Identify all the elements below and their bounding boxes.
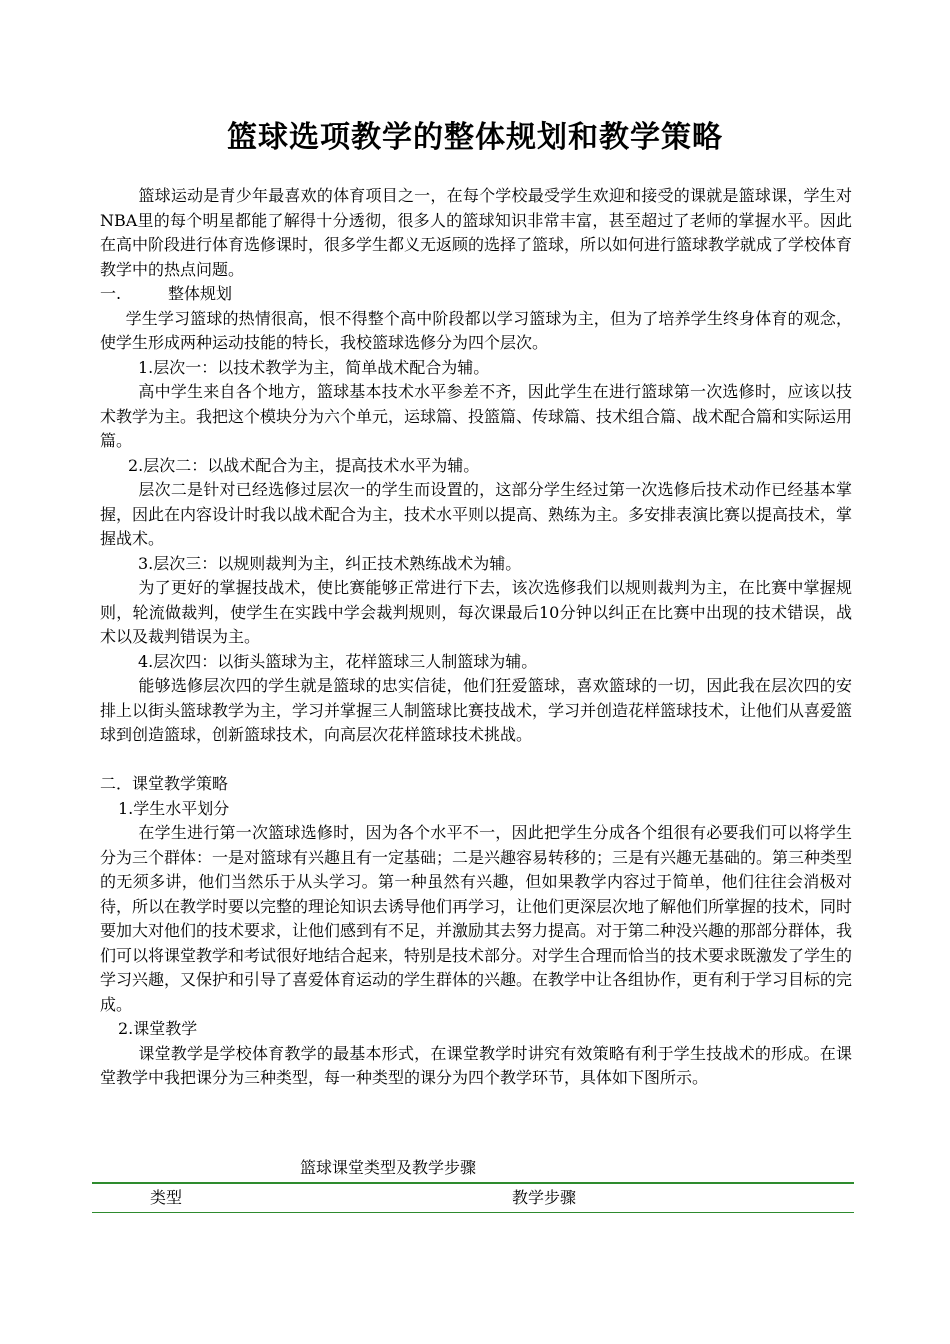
level4-heading: 4.层次四：以街头篮球为主，花样篮球三人制篮球为辅。 <box>138 651 538 671</box>
section2-paragraph-2: 课堂教学是学校体育教学的最基本形式，在课堂教学时讲究有效策略有利于学生技战术的形成。在课堂教学中我把课分为三种类型，每一种类型的课分为四个教学环节，具体如下图所示。 <box>100 1043 852 1087</box>
lesson-type-table <box>92 1182 854 1213</box>
document-title: 篮球选项教学的整体规划和教学策略 <box>227 120 723 155</box>
section1-paragraph-5: 能够选修层次四的学生就是篮球的忠实信徒，他们狂爱篮球，喜欢篮球的一切，因此我在层次四的安排上以街头篮球教学为主，学习并掌握三人制篮球比赛技战术，学习并创造花样篮球技术，让他们从喜爱篮球到创造篮球，创新篮球技术，向高层次花样篮球技术挑战。 <box>100 676 853 744</box>
section1-heading <box>100 282 852 307</box>
table-header-steps: 教学步骤 <box>512 1188 577 1207</box>
section1-paragraph-2: 高中学生来自各个地方，篮球基本技术水平参差不齐，因此学生在进行篮球第一次选修时，应该以技术教学为主。我把这个模块分为六个单元，运球篇、投篮篇、传球篇、技术组合篇、战术配合篇和实际运用篇。 <box>100 382 853 450</box>
section1-paragraph-1: 学生学习篮球的热情很高，恨不得整个高中阶段都以学习篮球为主，但为了培养学生终身体育的观念，使学生形成两种运动技能的特长，我校篮球选修分为四个层次。 <box>100 308 852 352</box>
table-header-type: 类型 <box>150 1188 183 1207</box>
section1-number: 一. <box>100 284 122 303</box>
spacer <box>100 748 852 773</box>
subsection-student-levels: 1.学生水平划分 <box>118 798 230 818</box>
level1-heading: 1.层次一：以技术教学为主，简单战术配合为辅。 <box>138 357 490 377</box>
subsection-classroom-teaching: 2.课堂教学 <box>118 1019 198 1038</box>
section1-paragraph-3: 层次二是针对已经选修过层次一的学生而设置的，这部分学生经过第一次选修后技术动作已经基本掌握，因此在内容设计时我以战术配合为主，技术水平则以提高、熟练为主。多安排表演比赛以提高技术，掌握战术。 <box>100 480 853 548</box>
intro-paragraph: 篮球运动是青少年最喜欢的体育项目之一，在每个学校最受学生欢迎和接受的课就是篮球课，学生对NBA里的每个明星都能了解得十分透彻，很多人的篮球知识非常丰富，甚至超过了老师的掌握水平。因此在高中阶段进行体育选修课时，很多学生都义无返顾的选择了篮球，所以如何进行篮球教学就成了学校体育教学中的热点问题。 <box>100 186 853 279</box>
section1-title: 整体规划 <box>168 284 233 303</box>
table-caption: 篮球课堂类型及教学步骤 <box>300 1158 477 1177</box>
document-body <box>100 184 852 1091</box>
level3-heading: 3.层次三：以规则裁判为主，纠正技术熟练战术为辅。 <box>138 553 522 573</box>
section1-paragraph-4: 为了更好的掌握技战术，使比赛能够正常进行下去，该次选修我们以规则裁判为主，在比赛中掌握规则，轮流做裁判，使学生在实践中学会裁判规则，每次课最后10分钟以纠正在比赛中出现的技术错误，战术以及裁判错误为主。 <box>100 578 852 646</box>
level2-heading: 2.层次二：以战术配合为主，提高技术水平为辅。 <box>128 455 480 475</box>
section2-paragraph-1: 在学生进行第一次篮球选修时，因为各个水平不一，因此把学生分成各个组很有必要我们可以将学生分为三个群体：一是对篮球有兴趣且有一定基础；二是兴趣容易转移的；三是有兴趣无基础的。第三种类型的无须多讲，他们当然乐于从头学习。第一种虽然有兴趣，但如果教学内容过于简单，他们往往会消极对待，所以在教学时要以完整的理论知识去诱导他们再学习，让他们更深层次地了解他们所掌握的技术，同时要加大对他们的技术要求，让他们感到有不足，并激励其去努力提高。对于第二种没兴趣的那部分群体，我们可以将课堂教学和考试很好地结合起来，特别是技术部分。对学生合理而恰当的技术要求既激发了学生的学习兴趣，又保护和引导了喜爱体育运动的学生群体的兴趣。在教学中让各组协作，更有利于学习目标的完成。 <box>100 823 853 1014</box>
section2-heading: 二．课堂教学策略 <box>100 774 229 793</box>
